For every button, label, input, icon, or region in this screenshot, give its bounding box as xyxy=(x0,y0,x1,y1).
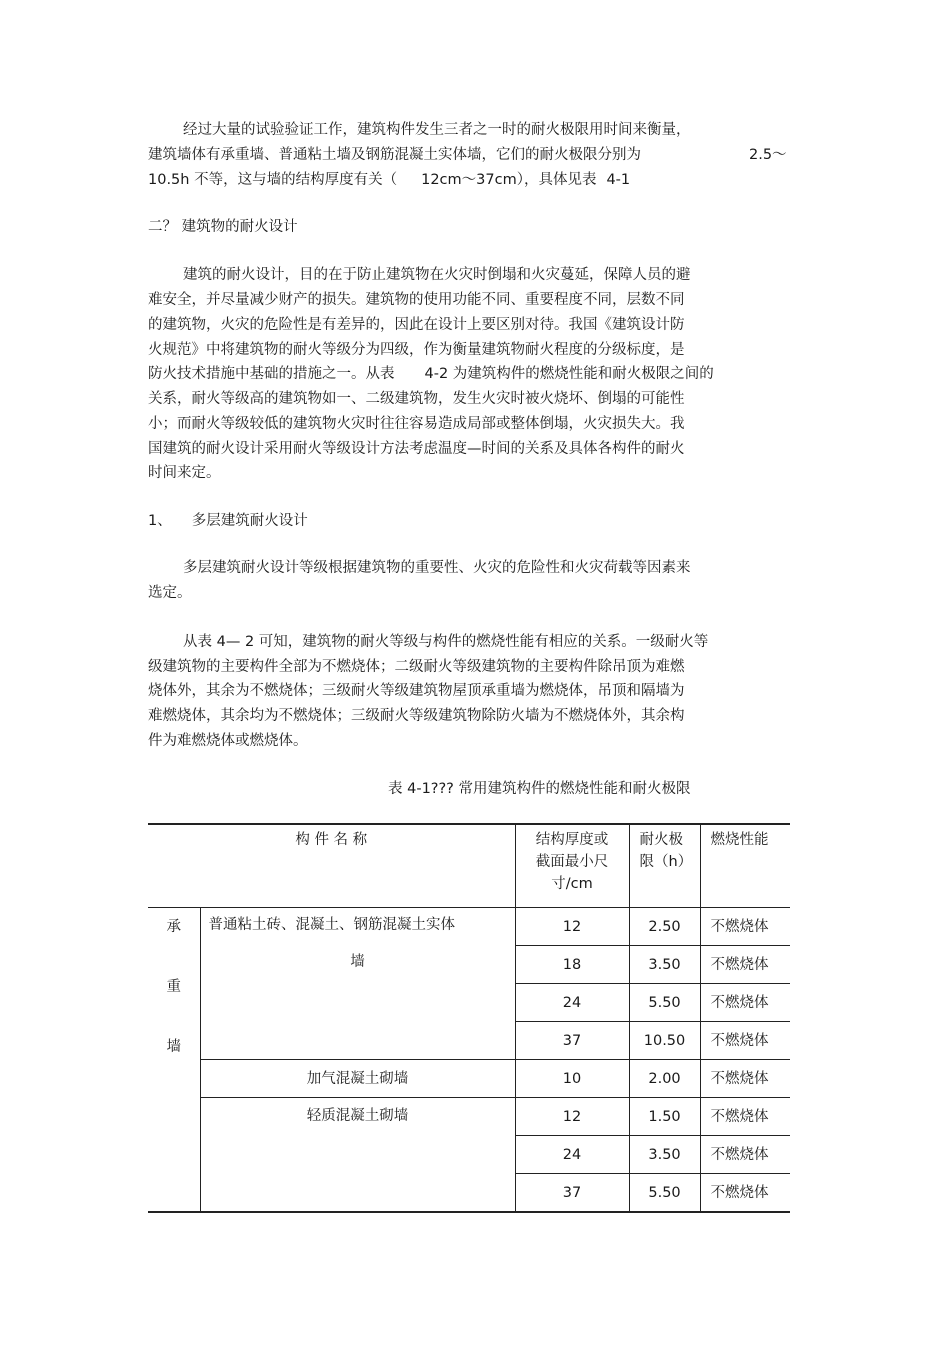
thickness-cell: 24 xyxy=(515,984,629,1022)
thickness-cell: 37 xyxy=(515,1174,629,1213)
burn-performance-cell: 不燃烧体 xyxy=(700,1136,790,1174)
paragraph-line: 选定。 xyxy=(148,585,192,601)
fire-limit-cell: 2.50 xyxy=(629,908,700,946)
burn-performance-cell: 不燃烧体 xyxy=(700,1174,790,1213)
burn-performance-cell: 不燃烧体 xyxy=(700,1022,790,1060)
burn-performance-cell: 不燃烧体 xyxy=(700,946,790,984)
table-row xyxy=(148,1098,790,1136)
fire-limit-cell: 5.50 xyxy=(629,984,700,1022)
fire-limit-cell: 10.50 xyxy=(629,1022,700,1060)
paragraph-line: 从表 4— 2 可知，建筑物的耐火等级与构件的燃烧性能有相应的关系。一级耐火等 xyxy=(183,634,709,650)
header-fire-limit: 耐火极 限（h） xyxy=(629,824,700,908)
fire-limit-cell: 2.00 xyxy=(629,1060,700,1098)
paragraph-line: 烧体外，其余为不燃烧体；三级耐火等级建筑物屋顶承重墙为燃烧体，吊顶和隔墙为 xyxy=(148,683,685,699)
thickness-cell: 37 xyxy=(515,1022,629,1060)
paragraph-line: 建筑墙体有承重墙、普通粘土墙及钢筋混凝土实体墙，它们的耐火极限分别为 2.5～ xyxy=(148,147,787,163)
paragraph-line: 的建筑物，火灾的危险性是有差异的，因此在设计上要区别对待。我国《建筑设计防 xyxy=(148,317,685,333)
paragraph-line: 防火技术措施中基础的措施之一。从表 4-2 为建筑构件的燃烧性能和耐火极限之间的 xyxy=(148,366,714,382)
table-row xyxy=(148,908,790,946)
paragraph-line: 级建筑物的主要构件全部为不燃烧体；二级耐火等级建筑物的主要构件除吊顶为难燃 xyxy=(148,659,685,675)
category-load-bearing-wall: 承 重 墙 xyxy=(166,919,181,1055)
paragraph-line: 火规范》中将建筑物的耐火等级分为四级，作为衡量建筑物耐火程度的分级标度，是 xyxy=(148,342,685,358)
fire-limit-cell: 5.50 xyxy=(629,1174,700,1213)
fire-limit-cell: 1.50 xyxy=(629,1098,700,1136)
burn-performance-cell: 不燃烧体 xyxy=(700,1060,790,1098)
paragraph-line: 关系，耐火等级高的建筑物如一、二级建筑物，发生火灾时被火烧坏、倒塌的可能性 xyxy=(148,391,685,407)
header-thickness: 结构厚度或 截面最小尺 寸/cm xyxy=(515,824,629,908)
header-component-name: 构 件 名 称 xyxy=(148,824,515,908)
fire-resistance-table xyxy=(148,823,790,1213)
table-row xyxy=(148,1060,790,1098)
thickness-cell: 18 xyxy=(515,946,629,984)
paragraph-line: 难燃烧体，其余均为不燃烧体；三级耐火等级建筑物除防火墙为不燃烧体外，其余构 xyxy=(148,708,685,724)
component-name-cell: 轻质混凝土砌墙 xyxy=(200,1098,515,1213)
paragraph-line: 时间来定。 xyxy=(148,465,221,481)
fire-limit-cell: 3.50 xyxy=(629,1136,700,1174)
section-heading: 二？ 建筑物的耐火设计 xyxy=(148,219,298,235)
thickness-cell: 10 xyxy=(515,1060,629,1098)
paragraph-line: 10.5h 不等，这与墙的结构厚度有关（ 12cm～37cm），具体见表 4-1 xyxy=(148,172,631,188)
component-name-cell: 普通粘土砖、混凝土、钢筋混凝土实体 墙 xyxy=(200,908,515,1060)
table-caption: 表 4-1??? 常用建筑构件的燃烧性能和耐火极限 xyxy=(388,781,691,797)
subsection-heading: 1、 多层建筑耐火设计 xyxy=(148,513,308,529)
thickness-cell: 12 xyxy=(515,1098,629,1136)
paragraph-line: 难安全，并尽量减少财产的损失。建筑物的使用功能不同、重要程度不同，层数不同 xyxy=(148,292,685,308)
thickness-cell: 12 xyxy=(515,908,629,946)
fire-limit-cell: 3.50 xyxy=(629,946,700,984)
paragraph-line: 件为难燃烧体或燃烧体。 xyxy=(148,733,308,749)
paragraph-line: 国建筑的耐火设计采用耐火等级设计方法考虑温度—时间的关系及具体各构件的耐火 xyxy=(148,441,685,457)
burn-performance-cell: 不燃烧体 xyxy=(700,984,790,1022)
thickness-cell: 24 xyxy=(515,1136,629,1174)
component-name-cell: 加气混凝土砌墙 xyxy=(200,1060,515,1098)
header-burning-performance: 燃烧性能 xyxy=(700,824,790,908)
table-header-row xyxy=(148,824,790,908)
paragraph-line: 建筑的耐火设计，目的在于防止建筑物在火灾时倒塌和火灾蔓延，保障人员的避 xyxy=(183,267,691,283)
paragraph-line: 经过大量的试验验证工作，建筑构件发生三者之一时的耐火极限用时间来衡量， xyxy=(183,122,691,138)
burn-performance-cell: 不燃烧体 xyxy=(700,908,790,946)
paragraph-line: 多层建筑耐火设计等级根据建筑物的重要性、火灾的危险性和火灾荷载等因素来 xyxy=(183,560,691,576)
burn-performance-cell: 不燃烧体 xyxy=(700,1098,790,1136)
paragraph-line: 小；而耐火等级较低的建筑物火灾时往往容易造成局部或整体倒塌，火灾损失大。我 xyxy=(148,416,685,432)
